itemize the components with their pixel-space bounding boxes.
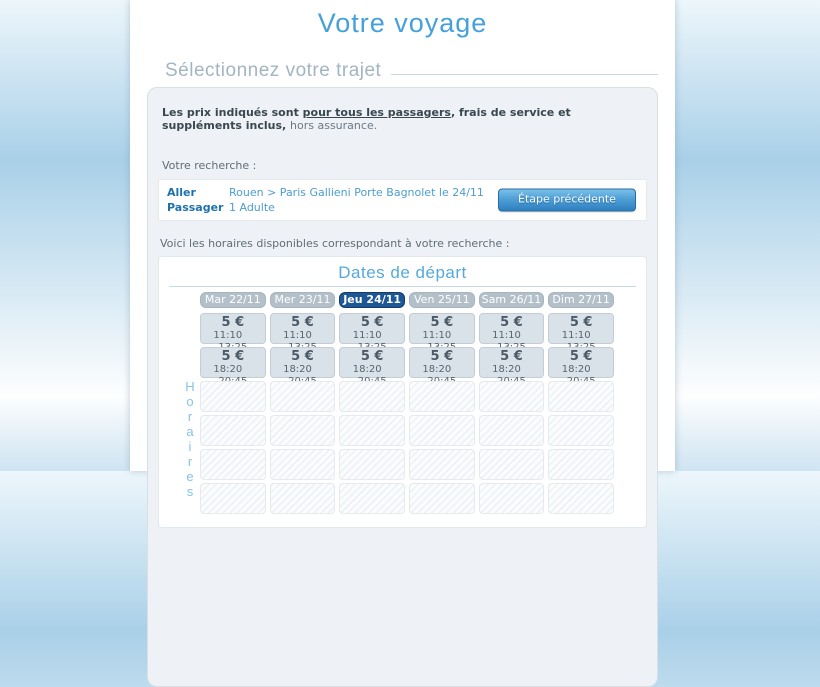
horaires-letter: i: [188, 439, 192, 454]
fare-cell-ven-25-11-11-10[interactable]: [409, 313, 475, 344]
empty-slot-row-4: [200, 483, 614, 514]
schedule-grid: [159, 292, 646, 514]
fare-price: 5 €: [430, 315, 454, 330]
horaires-side-label: [183, 379, 197, 499]
empty-slot-cell-mer-23-11: [270, 483, 336, 514]
fare-price: 5 €: [221, 315, 245, 330]
empty-slot-cell-dim-27-11: [548, 381, 614, 412]
date-tab-mar-22-11[interactable]: Mar 22/11: [200, 292, 266, 308]
horaires-letter: a: [186, 424, 194, 439]
departure-table-panel: [158, 256, 647, 528]
fare-row-1: [200, 313, 614, 344]
fare-cell-sam-26-11-11-10[interactable]: [479, 313, 545, 344]
page-title: Votre voyage: [317, 8, 488, 38]
empty-slot-cell-jeu-24-11: [339, 449, 405, 480]
trip-selection-panel: [147, 87, 658, 687]
fare-cell-ven-25-11-18-20[interactable]: [409, 347, 475, 378]
horaires-letter: o: [186, 394, 194, 409]
empty-slot-cell-dim-27-11: [548, 449, 614, 480]
empty-slot-cell-mar-22-11: [200, 415, 266, 446]
empty-slot-cell-mer-23-11: [270, 415, 336, 446]
empty-slot-cell-sam-26-11: [479, 381, 545, 412]
empty-slot-row-1: [200, 381, 614, 412]
fare-row-2: [200, 347, 614, 378]
fare-price: 5 €: [430, 349, 454, 364]
search-row-value-passenger: 1 Adulte: [229, 201, 275, 214]
fare-departure-time: 18:20: [213, 364, 243, 375]
empty-slot-cell-ven-25-11: [409, 483, 475, 514]
fare-departure-time: 18:20: [352, 364, 382, 375]
fare-price: 5 €: [569, 315, 593, 330]
empty-slot-cell-jeu-24-11: [339, 415, 405, 446]
fare-price: 5 €: [500, 315, 523, 330]
horaires-letter: s: [186, 484, 194, 499]
empty-slot-cell-mer-23-11: [270, 449, 336, 480]
empty-slot-cell-mer-23-11: [270, 381, 336, 412]
empty-slot-cell-ven-25-11: [409, 449, 475, 480]
empty-slot-cell-dim-27-11: [548, 415, 614, 446]
empty-slot-cell-sam-26-11: [479, 415, 545, 446]
empty-slot-cell-mar-22-11: [200, 381, 266, 412]
fare-departure-time: 11:10: [352, 330, 382, 341]
fare-cell-sam-26-11-18-20[interactable]: [479, 347, 545, 378]
horaires-letter: H: [185, 379, 195, 394]
search-row-label-outbound: Aller: [167, 186, 196, 199]
fare-departure-time: 11:10: [561, 330, 591, 341]
notice-part4: hors assurance.: [290, 119, 378, 132]
fare-departure-time: 18:20: [492, 364, 521, 375]
table-title-divider: [169, 286, 636, 287]
date-tab-dim-27-11[interactable]: Dim 27/11: [548, 292, 614, 308]
fare-price: 5 €: [569, 349, 593, 364]
date-tabs-row: [200, 292, 614, 308]
horaires-letter: e: [186, 469, 194, 484]
notice-passengers-emphasis: pour tous les passagers: [302, 106, 451, 119]
search-row-value-outbound: Rouen > Paris Gallieni Porte Bagnolet le 24/11: [229, 186, 484, 199]
fare-price: 5 €: [291, 349, 314, 364]
date-tab-sam-26-11[interactable]: Sam 26/11: [479, 292, 545, 308]
fare-cell-mer-23-11-18-20[interactable]: [270, 347, 336, 378]
fare-price: 5 €: [500, 349, 523, 364]
fare-departure-time: 11:10: [422, 330, 452, 341]
notice-part3: , frais de service et suppléments inclus,: [162, 106, 571, 132]
fare-departure-time: 18:20: [283, 364, 312, 375]
fare-cell-mar-22-11-11-10[interactable]: [200, 313, 266, 344]
fare-price: 5 €: [360, 315, 384, 330]
section-header: [165, 60, 658, 82]
fare-departure-time: 11:10: [283, 330, 312, 341]
date-tab-jeu-24-11[interactable]: Jeu 24/11: [339, 292, 405, 308]
search-row-label-passenger: Passager: [167, 201, 224, 214]
fare-price: 5 €: [360, 349, 384, 364]
empty-slot-cell-sam-26-11: [479, 449, 545, 480]
empty-slot-cell-ven-25-11: [409, 381, 475, 412]
results-intro: Voici les horaires disponibles correspondant à votre recherche :: [160, 237, 510, 250]
empty-slot-cell-sam-26-11: [479, 483, 545, 514]
search-summary-rows: [167, 186, 484, 214]
empty-slot-row-3: [200, 449, 614, 480]
section-divider: [391, 74, 658, 75]
fare-departure-time: 11:10: [492, 330, 521, 341]
horaires-letter: r: [187, 454, 193, 469]
horaires-letter: r: [187, 409, 193, 424]
fare-price: 5 €: [221, 349, 245, 364]
fare-price: 5 €: [291, 315, 314, 330]
date-tab-ven-25-11[interactable]: Ven 25/11: [409, 292, 475, 308]
notice-part1: Les prix indiqués sont: [162, 106, 303, 119]
previous-step-button[interactable]: Étape précédente: [498, 189, 636, 212]
fare-cell-mer-23-11-11-10[interactable]: [270, 313, 336, 344]
empty-slot-cell-jeu-24-11: [339, 483, 405, 514]
fare-cell-dim-27-11-18-20[interactable]: [548, 347, 614, 378]
departure-dates-title: Dates de départ: [338, 263, 467, 282]
search-label: Votre recherche :: [162, 159, 257, 172]
empty-slot-cell-ven-25-11: [409, 415, 475, 446]
fare-cell-dim-27-11-11-10[interactable]: [548, 313, 614, 344]
empty-slot-cell-dim-27-11: [548, 483, 614, 514]
date-tab-mer-23-11[interactable]: Mer 23/11: [270, 292, 336, 308]
notice-text: [162, 106, 645, 132]
empty-slot-cell-jeu-24-11: [339, 381, 405, 412]
empty-slot-row-2: [200, 415, 614, 446]
fare-departure-time: 18:20: [422, 364, 452, 375]
fare-cell-mar-22-11-18-20[interactable]: [200, 347, 266, 378]
empty-slot-cell-mar-22-11: [200, 449, 266, 480]
fare-departure-time: 18:20: [561, 364, 591, 375]
content-card: [130, 0, 675, 499]
section-title: Sélectionnez votre trajet: [165, 60, 382, 81]
fare-cell-jeu-24-11-18-20[interactable]: [339, 347, 405, 378]
search-summary-bar: [158, 179, 647, 221]
fare-cell-jeu-24-11-11-10[interactable]: [339, 313, 405, 344]
empty-slot-cell-mar-22-11: [200, 483, 266, 514]
fare-departure-time: 11:10: [213, 330, 243, 341]
